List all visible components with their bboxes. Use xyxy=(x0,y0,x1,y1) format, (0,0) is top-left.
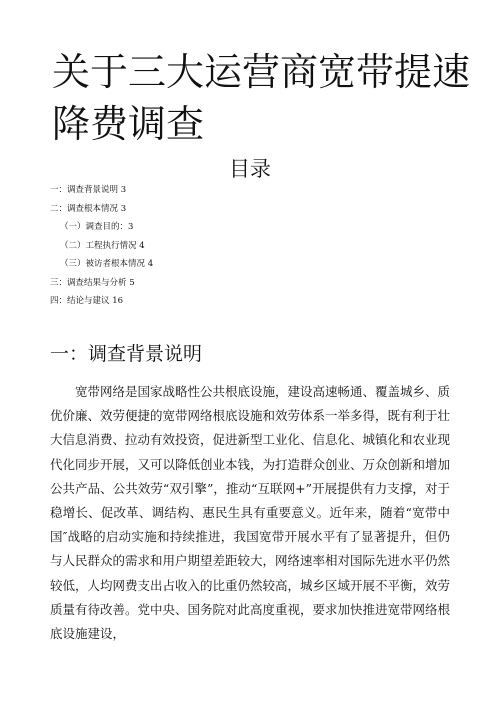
toc-item[interactable]: 二：调查根本情况 3 xyxy=(50,203,127,214)
body-paragraph: 宽带网络是国家战略性公共根底设施，建设高速畅通、覆盖城乡、质优价廉、效劳便捷的宽带网络根底设施和效劳体系一举多得，既有利于壮大信息消费、拉动有效投资，促进新型工业化、信息化、城镇化和农业现代化同步开展，又可以降低创业本钱，为打造群众创业、万众创新和增加公共产品、公共效劳“双引擎”，推动“互联网+”开展提供有力支撑，对于稳增长、促改革、调结构、惠民生具有重要意义。近年来，随着“宽带中国″战略的启动实施和持续推进，我国宽带开展水平有了显著提升，但仍与人民群众的需求和用户期望差距较大，网络速率相对国际先进水平仍然较低，人均网费支出占收入的比重仍然较高，城乡区域开展不平衡，效劳质量有待改善。党中央、国务院对此高度重视，要求加快推进宽带网络根底设施建设， xyxy=(50,384,451,642)
toc-item[interactable]: （三）被访者根本情况 4 xyxy=(60,259,154,269)
section-heading: 一：调查背景说明 xyxy=(50,343,203,365)
toc-item[interactable]: （一）调查目的：3 xyxy=(60,222,134,232)
toc-item[interactable]: 四：结论与建议 16 xyxy=(50,296,124,306)
document-title: 关于三大运营商宽带提速降费调查 xyxy=(52,50,471,146)
toc-heading: 目录 xyxy=(229,157,271,181)
toc-item[interactable]: 三：调查结果与分析 5 xyxy=(50,277,135,288)
table-of-contents xyxy=(50,181,153,311)
toc-item[interactable]: （二）工程执行情况 4 xyxy=(60,240,145,251)
toc-item[interactable]: 一：调查背景说明 3 xyxy=(50,185,127,195)
